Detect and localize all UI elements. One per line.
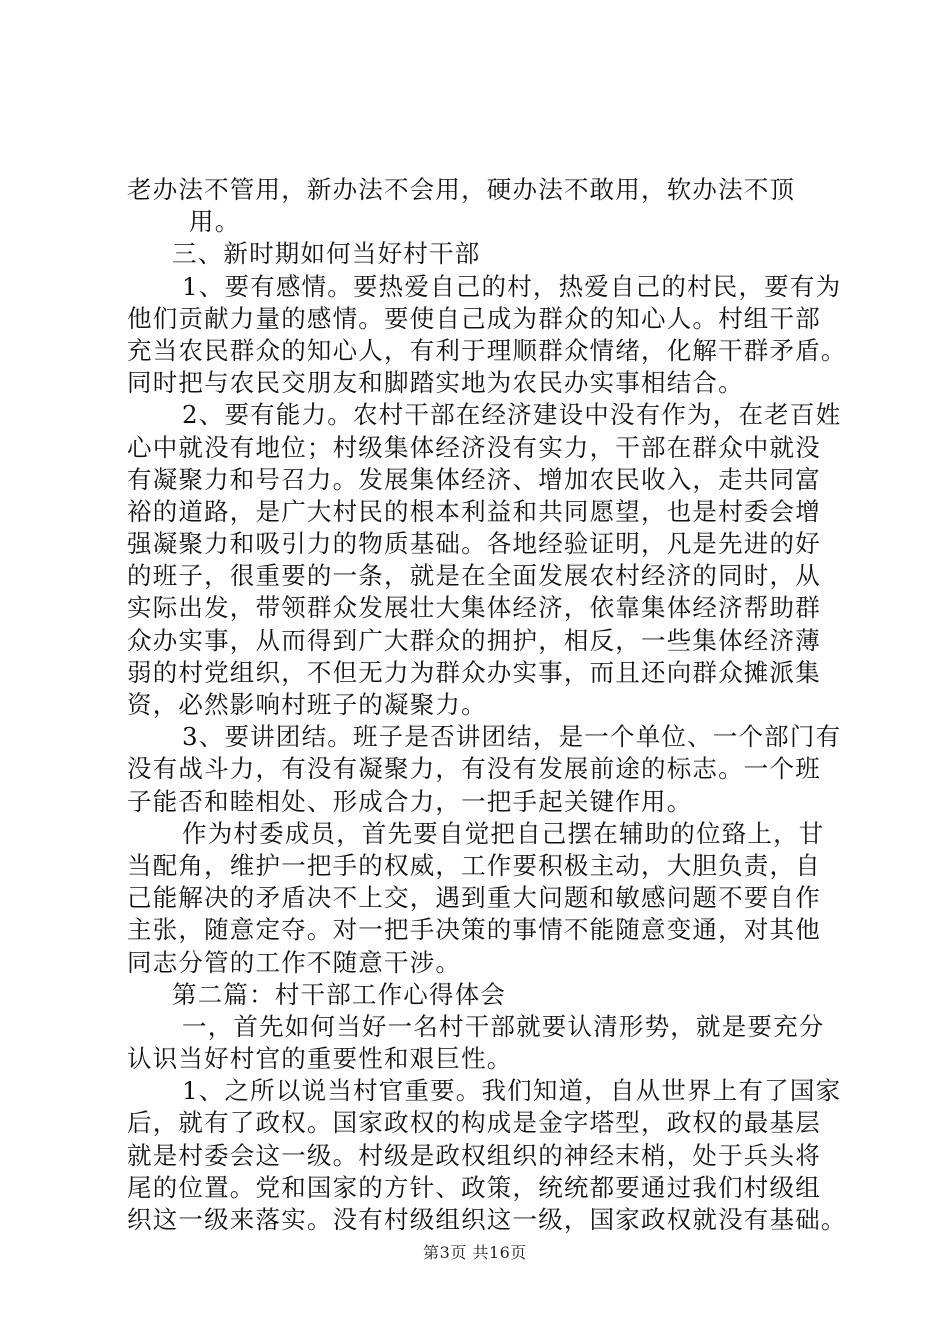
- text-line: 作为村委成员，首先要自觉把自己摆在辅助的位臵上，甘: [182, 818, 825, 848]
- text-line: 实际出发，带领群众发展壮大集体经济，依靠集体经济帮助群: [127, 593, 821, 623]
- text-line: 第二篇：村干部工作心得体会: [172, 979, 507, 1009]
- text-line: 心中就没有地位；村级集体经济没有实力，干部在群众中就没: [127, 432, 821, 462]
- text-line: 同时把与农民交朋友和脚踏实地为农民办实事相结合。: [127, 368, 744, 398]
- text-line: 用。: [189, 207, 241, 237]
- text-line: 没有战斗力，有没有凝聚力，有没有发展前途的标志。一个班: [127, 754, 821, 784]
- text-line: 子能否和睦相处、形成合力，一把手起关键作用。: [127, 786, 693, 816]
- document-body: [127, 174, 853, 1236]
- text-line: 他们贡献力量的感情。要使自己成为群众的知心人。村组干部: [127, 303, 821, 333]
- text-line: 弱的村党组织，不但无力为群众办实事，而且还向群众摊派集: [127, 657, 821, 687]
- text-line: 己能解决的矛盾决不上交，遇到重大问题和敏感问题不要自作: [127, 883, 821, 913]
- text-line: 老办法不管用，新办法不会用，硬办法不敢用，软办法不顶: [127, 175, 796, 204]
- text-line: 认识当好村官的重要性和艰巨性。: [127, 1044, 513, 1074]
- text-line: 织这一级来落实。没有村级组织这一级，国家政权就没有基础。: [127, 1205, 847, 1234]
- text-line: 主张，随意定夺。对一把手决策的事情不能随意变通，对其他: [127, 915, 821, 945]
- text-line: 就是村委会这一级。村级是政权组织的神经末梢，处于兵头将: [127, 1140, 821, 1170]
- text-line: 当配角，维护一把手的权威，工作要积极主动，大胆负责，自: [127, 850, 821, 880]
- text-line: 充当农民群众的知心人，有利于理顺群众情绪，化解干群矛盾。: [127, 335, 847, 365]
- text-line: 同志分管的工作不随意干涉。: [127, 947, 462, 977]
- text-line: 后，就有了政权。国家政权的构成是金字塔型，政权的最基层: [127, 1108, 821, 1138]
- text-line: 2、要有能力。农村干部在经济建设中没有作为，在老百姓: [182, 400, 842, 430]
- text-line: 资，必然影响村班子的凝聚力。: [127, 690, 487, 719]
- text-line: 3、要讲团结。班子是否讲团结，是一个单位、一个部门有: [182, 722, 842, 752]
- text-line: 1、之所以说当村官重要。我们知道，自从世界上有了国家: [182, 1076, 842, 1106]
- page-footer: 第3页 共16页: [423, 1243, 527, 1262]
- text-line: 尾的位置。党和国家的方针、政策，统统都要通过我们村级组: [127, 1172, 821, 1202]
- text-line: 裕的道路，是广大村民的根本利益和共同愿望，也是村委会增: [127, 496, 821, 526]
- text-line: 三、新时期如何当好村干部: [172, 239, 481, 269]
- text-line: 1、要有感情。要热爱自己的村，热爱自己的村民，要有为: [182, 271, 842, 301]
- text-line: 有凝聚力和号召力。发展集体经济、增加农民收入，走共同富: [127, 464, 821, 494]
- text-line: 众办实事，从而得到广大群众的拥护，相反，一些集体经济薄: [127, 625, 821, 655]
- text-line: 的班子，很重要的一条，就是在全面发展农村经济的同时，从: [127, 561, 821, 591]
- text-line: 一，首先如何当好一名村干部就要认清形势，就是要充分: [182, 1011, 825, 1041]
- text-line: 强凝聚力和吸引力的物质基础。各地经验证明，凡是先进的好: [127, 529, 821, 559]
